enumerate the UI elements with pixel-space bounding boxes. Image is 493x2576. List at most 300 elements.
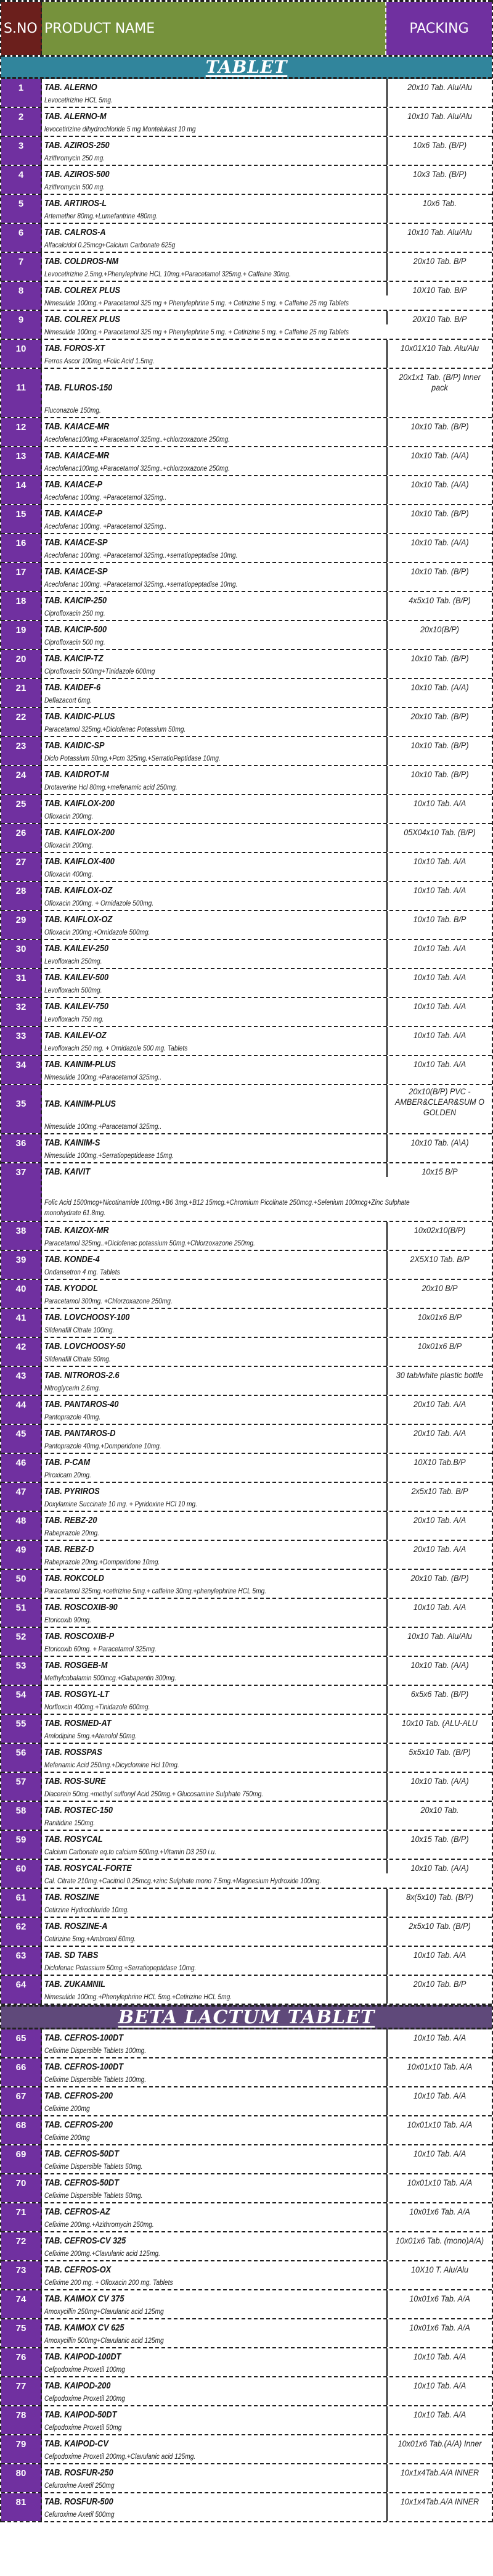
product-composition: Nimesulide 100mg.+ Paracetamol 325 mg + Phenylephrine 5 mg. + Cetirizine 5 mg. + Caffeine 25 mg Tablets bbox=[44, 299, 349, 307]
row-serial-number: 30 bbox=[1, 940, 42, 968]
product-composition: Sildenafill Citrate 100mg. bbox=[44, 1326, 115, 1334]
row-body bbox=[42, 476, 492, 504]
row-serial-number: 8 bbox=[1, 282, 42, 310]
product-packing: 20x1x1 Tab. (B/P) Inner pack bbox=[399, 372, 481, 392]
product-packing: 8x(5x10) Tab. (B/P) bbox=[406, 1892, 473, 1902]
column-divider bbox=[386, 418, 388, 446]
column-divider bbox=[386, 1686, 388, 1714]
product-composition: Pantoprazole 40mg. bbox=[44, 1413, 101, 1421]
product-name: TAB. LOVCHOOSY-100 bbox=[44, 1312, 130, 1323]
table-row bbox=[1, 166, 492, 195]
row-serial-number: 40 bbox=[1, 1280, 42, 1308]
section-band-beta-lactum bbox=[1, 2005, 492, 2029]
row-serial-number: 2 bbox=[1, 108, 42, 136]
column-divider bbox=[386, 2232, 388, 2260]
table-row bbox=[1, 1628, 492, 1657]
row-body bbox=[42, 1027, 492, 1055]
product-composition: Cefpodoxime Proxetil 200mg bbox=[44, 2394, 125, 2403]
product-packing: 20x10(B/P) bbox=[420, 624, 460, 634]
product-composition: Nitroglycerin 2.6mg. bbox=[44, 1384, 100, 1392]
product-packing: 10x10 Tab. (B/P) bbox=[410, 653, 469, 663]
product-name: TAB. KAILEV-750 bbox=[44, 1001, 109, 1012]
product-name: TAB. KAIACE-MR bbox=[44, 450, 110, 461]
product-name: TAB. ROSZINE bbox=[44, 1892, 100, 1902]
row-serial-number: 15 bbox=[1, 505, 42, 533]
table-row bbox=[1, 853, 492, 882]
product-composition: Cetirizine 5mg.+Ambroxol 60mg. bbox=[44, 1934, 136, 1943]
product-packing: 10x10 Tab. (A/A) bbox=[410, 479, 469, 489]
column-divider bbox=[386, 137, 388, 165]
row-serial-number: 38 bbox=[1, 1222, 42, 1250]
row-serial-number: 61 bbox=[1, 1889, 42, 1917]
product-name: TAB. KAIACE-SP bbox=[44, 566, 108, 577]
table-row bbox=[1, 2377, 492, 2406]
product-composition: Nimesulide 100mg.+Phenylephrine HCL 5mg.+Cetirizine HCL 5mg. bbox=[44, 1992, 232, 2001]
table-row bbox=[1, 1715, 492, 1744]
row-body bbox=[42, 1541, 492, 1569]
column-divider bbox=[386, 737, 388, 765]
row-body bbox=[42, 137, 492, 165]
row-body bbox=[42, 1628, 492, 1656]
row-body bbox=[42, 1976, 492, 2004]
row-body bbox=[42, 1773, 492, 1801]
column-divider bbox=[386, 1860, 388, 1873]
product-name: TAB. COLDROS-NM bbox=[44, 256, 119, 266]
product-packing: 10x10 Tab. (ALU-ALU bbox=[402, 1718, 478, 1728]
row-body bbox=[42, 853, 492, 881]
product-name: TAB. CEFROS-CV 325 bbox=[44, 2235, 126, 2246]
row-body bbox=[42, 2435, 492, 2463]
product-name: TAB. KAIMOX CV 375 bbox=[44, 2293, 124, 2304]
product-composition: Cefuroxime Axetil 500mg bbox=[44, 2510, 115, 2519]
row-serial-number: 13 bbox=[1, 447, 42, 475]
product-composition: Paracetamol 325mg.+cetirizine 5mg.+ caffeine 30mg.+phenylephrine HCL 5mg. bbox=[44, 1587, 267, 1595]
product-composition: Cefixime Dispersible Tablets 100mg. bbox=[44, 2075, 147, 2084]
row-serial-number: 37 bbox=[1, 1163, 42, 1221]
row-serial-number: 20 bbox=[1, 650, 42, 678]
product-composition: Cefixime Dispersible Tablets 50mg. bbox=[44, 2191, 143, 2200]
product-name: TAB. ROSMED-AT bbox=[44, 1718, 112, 1728]
column-divider bbox=[386, 2493, 388, 2521]
product-composition: Aceclofenac 100mg. +Paracetamol 325mg.. bbox=[44, 522, 167, 530]
product-composition: Ciprofloxacin 500 mg. bbox=[44, 638, 105, 646]
product-name: TAB. KAIPOD-CV bbox=[44, 2438, 108, 2449]
product-composition: Amoxycillin 250mg+Clavulanic acid 125mg bbox=[44, 2307, 164, 2316]
product-packing: 10x10 Tab. (A/A) bbox=[410, 1660, 469, 1670]
table-row bbox=[1, 1056, 492, 1085]
product-name: TAB. P-CAM bbox=[44, 1457, 91, 1468]
row-serial-number: 60 bbox=[1, 1860, 42, 1888]
product-composition: Cetirzine Hydrochloride 10mg. bbox=[44, 1905, 129, 1914]
column-divider bbox=[386, 969, 388, 997]
row-body bbox=[42, 1831, 492, 1859]
product-composition: Mefenamic Acid 250mg.+Dicyclomine Hcl 10mg. bbox=[44, 1761, 179, 1769]
row-body bbox=[42, 824, 492, 852]
product-packing: 30 tab/white plastic bottle bbox=[396, 1370, 484, 1380]
product-name: TAB. KAINIM-PLUS bbox=[44, 1059, 116, 1070]
product-composition: Ofloxacin 200mg. + Ornidazole 500mg. bbox=[44, 899, 154, 907]
product-name: TAB. COLREX PLUS bbox=[44, 314, 121, 324]
table-row bbox=[1, 1309, 492, 1338]
table-row bbox=[1, 2087, 492, 2116]
column-divider bbox=[386, 1056, 388, 1084]
product-name: TAB. KONDE-4 bbox=[44, 1254, 100, 1265]
product-composition: Aceclofenac100mg.+Paracetamol 325mg..+chlorzoxazone 250mg. bbox=[44, 435, 230, 444]
product-composition: Levocetirizine HCL 5mg. bbox=[44, 96, 113, 104]
row-serial-number: 79 bbox=[1, 2435, 42, 2463]
product-name: TAB. ROSFUR-250 bbox=[44, 2467, 113, 2478]
table-row bbox=[1, 369, 492, 418]
column-divider bbox=[386, 853, 388, 881]
product-packing: 10x6 Tab. bbox=[423, 198, 457, 208]
product-composition: Cefixime Dispersible Tablets 50mg. bbox=[44, 2162, 143, 2171]
row-serial-number: 28 bbox=[1, 882, 42, 910]
product-packing: 5x5x10 Tab. (B/P) bbox=[409, 1747, 471, 1757]
column-divider bbox=[386, 1134, 388, 1162]
column-divider bbox=[386, 2058, 388, 2086]
product-composition: Cefpodoxime Proxetil 50mg bbox=[44, 2423, 122, 2432]
row-body bbox=[42, 2290, 492, 2318]
product-packing: 10x15 Tab. (B/P) bbox=[410, 1834, 469, 1844]
table-row bbox=[1, 2232, 492, 2261]
row-body bbox=[42, 505, 492, 533]
row-serial-number: 45 bbox=[1, 1425, 42, 1453]
product-composition: Ofloxacin 200mg. bbox=[44, 812, 94, 820]
product-name: TAB. KAIPOD-100DT bbox=[44, 2351, 121, 2362]
table-row bbox=[1, 1918, 492, 1947]
product-composition: Artemether 80mg.+Lumefantrine 480mg. bbox=[44, 212, 158, 220]
row-body bbox=[42, 340, 492, 368]
product-packing: 20x10 Tab. A/A bbox=[413, 1428, 467, 1438]
header-product-name: PRODUCT NAME bbox=[42, 2, 386, 55]
table-row bbox=[1, 195, 492, 224]
product-name: TAB. KAIDROT-M bbox=[44, 769, 109, 780]
row-body bbox=[42, 2406, 492, 2434]
header-sno: S.NO bbox=[1, 2, 42, 55]
product-packing: 05X04x10 Tab. (B/P) bbox=[404, 827, 476, 837]
product-name: TAB. REBZ-20 bbox=[44, 1515, 97, 1525]
product-packing: 6x5x6 Tab. (B/P) bbox=[410, 1689, 469, 1699]
table-row bbox=[1, 708, 492, 737]
row-body bbox=[42, 2203, 492, 2231]
row-body bbox=[42, 79, 492, 107]
row-body bbox=[42, 108, 492, 136]
product-composition: Cefixime 200 mg. + Ofloxacin 200 mg. Tablets bbox=[44, 2278, 173, 2287]
row-body bbox=[42, 1085, 492, 1133]
row-serial-number: 50 bbox=[1, 1570, 42, 1598]
row-body bbox=[42, 2232, 492, 2260]
column-divider bbox=[386, 2203, 388, 2231]
product-name: TAB. ROSSPAS bbox=[44, 1747, 102, 1757]
product-composition: Calcium Carbonate eq.to calcium 500mg.+Vitamin D3 250 i.u. bbox=[44, 1847, 217, 1856]
product-composition: Nimesulide 100mg.+Paracetamol 325mg.. bbox=[44, 1073, 162, 1081]
product-name: TAB. NITROROS-2.6 bbox=[44, 1370, 120, 1381]
product-composition: Cefpodoxime Proxetil 100mg bbox=[44, 2365, 125, 2374]
table-row bbox=[1, 1280, 492, 1309]
table-row bbox=[1, 2290, 492, 2319]
table-row bbox=[1, 447, 492, 476]
table-row bbox=[1, 882, 492, 911]
product-composition: levocetirizine dihydrochloride 5 mg Montelukast 10 mg bbox=[44, 125, 196, 133]
product-packing: 10x01x6 Tab.(A/A) Inner bbox=[397, 2438, 482, 2448]
product-composition: Ofloxacin 400mg. bbox=[44, 870, 94, 878]
product-packing: 4x5x10 Tab. (B/P) bbox=[409, 595, 471, 605]
product-name: TAB. KAIACE-MR bbox=[44, 421, 110, 432]
product-name: TAB. KAIDIC-PLUS bbox=[44, 711, 115, 722]
product-composition: Levofloxacin 750 mg. bbox=[44, 1015, 104, 1023]
row-serial-number: 16 bbox=[1, 534, 42, 562]
product-composition: Cefpodoxime Proxetil 200mg.+Clavulanic acid 125mg. bbox=[44, 2452, 196, 2461]
product-composition: Norfloxcin 400mg.+Tinidazole 600mg. bbox=[44, 1703, 150, 1711]
product-packing: 10x10 Tab. Alu/Alu bbox=[407, 1631, 472, 1641]
product-name: TAB. CEFROS-50DT bbox=[44, 2178, 119, 2188]
product-packing: 10x10 Tab. (A/A) bbox=[410, 450, 469, 460]
product-packing: 10x10 Tab. A/A bbox=[413, 972, 467, 982]
product-packing: 10x01x6 Tab. A/A bbox=[409, 2207, 470, 2216]
table-row bbox=[1, 2435, 492, 2464]
row-body bbox=[42, 2493, 492, 2521]
row-body bbox=[42, 1657, 492, 1685]
product-composition: Levofloxacin 250mg. bbox=[44, 957, 102, 965]
product-name: TAB. ROS-SURE bbox=[44, 1776, 106, 1786]
row-body bbox=[42, 2319, 492, 2347]
column-divider bbox=[386, 563, 388, 591]
table-row bbox=[1, 795, 492, 824]
row-serial-number: 32 bbox=[1, 998, 42, 1026]
row-body bbox=[42, 1309, 492, 1337]
table-row bbox=[1, 340, 492, 369]
row-serial-number: 43 bbox=[1, 1367, 42, 1395]
table-row bbox=[1, 969, 492, 998]
table-row bbox=[1, 2203, 492, 2232]
product-packing: 10x3 Tab. (B/P) bbox=[412, 169, 467, 179]
product-name: TAB. ROSYCAL bbox=[44, 1834, 103, 1844]
row-body bbox=[42, 418, 492, 446]
table-row bbox=[1, 1367, 492, 1396]
row-serial-number: 39 bbox=[1, 1251, 42, 1279]
column-divider bbox=[386, 447, 388, 475]
product-name: TAB. KAIDEF-6 bbox=[44, 682, 101, 693]
product-packing: 10x10 Tab. A/A bbox=[413, 943, 467, 953]
column-divider bbox=[386, 1889, 388, 1917]
product-name: TAB. KAIMOX CV 625 bbox=[44, 2322, 124, 2333]
row-serial-number: 42 bbox=[1, 1338, 42, 1366]
row-serial-number: 81 bbox=[1, 2493, 42, 2521]
row-body bbox=[42, 998, 492, 1026]
row-serial-number: 46 bbox=[1, 1454, 42, 1482]
row-body bbox=[42, 282, 492, 310]
product-name: TAB. KAIACE-P bbox=[44, 508, 102, 519]
row-serial-number: 19 bbox=[1, 621, 42, 649]
product-name: TAB. CEFROS-200 bbox=[44, 2091, 113, 2101]
product-packing: 20X10 Tab. B/P bbox=[412, 314, 467, 324]
row-body bbox=[42, 1056, 492, 1084]
product-name: TAB. ALERNO bbox=[44, 82, 97, 93]
product-packing: 20x10 Tab. bbox=[420, 1805, 459, 1815]
table-row bbox=[1, 108, 492, 137]
column-divider bbox=[386, 2290, 388, 2318]
product-composition: Azithromycin 500 mg. bbox=[44, 183, 105, 191]
product-composition: Diclofenac Potassium 50mg.+Serratiopeptidase 10mg. bbox=[44, 1963, 197, 1972]
row-body bbox=[42, 195, 492, 223]
column-divider bbox=[386, 224, 388, 252]
row-serial-number: 56 bbox=[1, 1744, 42, 1772]
product-packing: 2X5X10 Tab. B/P bbox=[410, 1254, 470, 1264]
product-composition: Ofloxacin 200mg.+Ornidazole 500mg. bbox=[44, 928, 150, 936]
table-row bbox=[1, 1976, 492, 2005]
product-packing: 10x10 Tab. (A/A) bbox=[410, 1776, 469, 1786]
row-serial-number: 69 bbox=[1, 2145, 42, 2173]
table-row bbox=[1, 940, 492, 969]
product-packing: 10x01X10 Tab. Alu/Alu bbox=[400, 343, 479, 353]
column-divider bbox=[386, 1947, 388, 1975]
product-composition: Paracetamol 300mg. +Chlorzoxazone 250mg. bbox=[44, 1297, 173, 1305]
product-packing: 10x02x10(B/P) bbox=[414, 1225, 466, 1235]
product-name: TAB. ROKCOLD bbox=[44, 1573, 104, 1583]
product-name: TAB. KAILEV-500 bbox=[44, 972, 109, 983]
column-divider bbox=[386, 1222, 388, 1250]
table-row bbox=[1, 1251, 492, 1280]
product-name: TAB. CEFROS-50DT bbox=[44, 2149, 119, 2159]
column-divider bbox=[386, 79, 388, 107]
product-composition: Cefixime 200mg.+Clavulanic acid 125mg. bbox=[44, 2249, 160, 2258]
row-serial-number: 48 bbox=[1, 1512, 42, 1540]
product-composition: Aceclofenac 100mg. +Paracetamol 325mg.. bbox=[44, 493, 167, 502]
table-row bbox=[1, 621, 492, 650]
product-composition: Fluconazole 150mg. bbox=[44, 406, 101, 415]
product-name: TAB. ROSTEC-150 bbox=[44, 1805, 113, 1815]
column-divider bbox=[386, 2174, 388, 2202]
row-serial-number: 66 bbox=[1, 2058, 42, 2086]
product-composition: Nimesulide 100mg.+ Paracetamol 325 mg + Phenylephrine 5 mg. + Cetirizine 5 mg. + Caffeine 25 mg Tablets bbox=[44, 328, 349, 336]
product-name: TAB. KAIFLOX-OZ bbox=[44, 914, 113, 925]
column-divider bbox=[386, 1483, 388, 1511]
row-body bbox=[42, 708, 492, 736]
row-body bbox=[42, 1280, 492, 1308]
column-divider bbox=[386, 166, 388, 194]
row-serial-number: 5 bbox=[1, 195, 42, 223]
row-body bbox=[42, 447, 492, 475]
product-packing: 10x01x10 Tab. A/A bbox=[407, 2178, 473, 2187]
row-serial-number: 9 bbox=[1, 311, 42, 339]
column-divider bbox=[386, 108, 388, 136]
product-name: TAB. CEFROS-100DT bbox=[44, 2033, 123, 2043]
product-packing: 2x5x10 Tab. B/P bbox=[411, 1486, 468, 1496]
product-composition: Folic Acid 1500mcg+Nicotinamide 100mg.+B6 3mg.+B12 15mcg.+Chromium Picolinate 250mcg.+Selenium 100mcg+Zinc Sulphate monohydrate 61.8mg. bbox=[44, 1198, 410, 1217]
product-name: TAB. REBZ-D bbox=[44, 1544, 94, 1554]
table-row bbox=[1, 2174, 492, 2203]
column-divider bbox=[386, 1454, 388, 1482]
row-serial-number: 54 bbox=[1, 1686, 42, 1714]
table-row bbox=[1, 998, 492, 1027]
product-packing: 20x10 B/P bbox=[422, 1283, 458, 1293]
table-row bbox=[1, 1570, 492, 1599]
column-divider bbox=[386, 476, 388, 504]
table-row bbox=[1, 2493, 492, 2522]
row-serial-number: 12 bbox=[1, 418, 42, 446]
row-serial-number: 33 bbox=[1, 1027, 42, 1055]
product-name: TAB. ALERNO-M bbox=[44, 111, 107, 122]
table-row bbox=[1, 1831, 492, 1860]
product-packing: 10x10 Tab. A/A bbox=[413, 885, 467, 895]
product-composition: Paracetamol 325mg.+Diclofenac Potassium 50mg. bbox=[44, 725, 186, 733]
product-composition: Diacerein 50mg.+methyl sulfonyl Acid 250mg.+ Glucosamine Sulphate 750mg. bbox=[44, 1790, 264, 1798]
product-name: TAB. CALROS-A bbox=[44, 227, 106, 237]
product-packing: 10x10 Tab. A/A bbox=[413, 798, 467, 808]
product-composition: Ciprofloxacin 250 mg. bbox=[44, 609, 105, 617]
table-row bbox=[1, 1134, 492, 1163]
product-composition: Drotaverine Hcl 80mg.+mefenamic acid 250mg. bbox=[44, 783, 177, 791]
row-serial-number: 1 bbox=[1, 79, 42, 107]
row-serial-number: 31 bbox=[1, 969, 42, 997]
row-body bbox=[42, 1454, 492, 1482]
product-name: TAB. ARTIROS-L bbox=[44, 198, 107, 208]
beta-lactum-rows bbox=[1, 2029, 492, 2522]
column-divider bbox=[386, 1251, 388, 1279]
product-packing: 10x01x10 Tab. A/A bbox=[407, 2120, 473, 2129]
row-body bbox=[42, 1367, 492, 1395]
table-row bbox=[1, 1163, 492, 1222]
product-packing: 10x10 Tab. (A\A) bbox=[410, 1137, 469, 1147]
product-name: TAB. KAIFLOX-400 bbox=[44, 856, 115, 867]
product-packing: 10x10 Tab. A/A bbox=[413, 1030, 467, 1040]
product-name: TAB. KAIPOD-200 bbox=[44, 2380, 111, 2391]
product-composition: Levocetirizine 2.5mg.+Phenylephrine HCL 10mg.+Paracetamol 325mg.+ Caffeine 30mg. bbox=[44, 270, 291, 278]
product-composition: Etoricoxib 90mg. bbox=[44, 1616, 91, 1624]
product-composition: Ondansetron 4 mg. Tablets bbox=[44, 1268, 120, 1276]
row-serial-number: 18 bbox=[1, 592, 42, 620]
product-packing: 10x01x10 Tab. A/A bbox=[407, 2062, 473, 2071]
column-divider bbox=[386, 621, 388, 649]
table-row bbox=[1, 2464, 492, 2493]
product-composition: Deflazacort 6mg. bbox=[44, 696, 92, 704]
row-body bbox=[42, 795, 492, 823]
column-divider bbox=[386, 679, 388, 707]
row-body bbox=[42, 2058, 492, 2086]
product-composition: Etoricoxib 60mg. + Paracetamol 325mg. bbox=[44, 1645, 157, 1653]
column-divider bbox=[386, 2435, 388, 2463]
product-name: TAB. ZUKAMNIL bbox=[44, 1979, 105, 1989]
column-divider bbox=[386, 1715, 388, 1743]
column-divider bbox=[386, 369, 388, 417]
row-body bbox=[42, 621, 492, 649]
product-packing: 10x01x6 Tab. A/A bbox=[409, 2322, 470, 2332]
product-name: TAB. KAIFLOX-200 bbox=[44, 798, 115, 809]
row-body bbox=[42, 969, 492, 997]
column-divider bbox=[386, 708, 388, 736]
column-divider bbox=[386, 824, 388, 852]
product-packing: 20x10(B/P) PVC - AMBER&CLEAR&SUM O GOLDEN bbox=[395, 1086, 484, 1117]
column-divider bbox=[386, 1541, 388, 1569]
row-serial-number: 63 bbox=[1, 1947, 42, 1975]
product-composition: Aceclofenac 100mg. +Paracetamol 325mg..+serratiopeptadise 10mg. bbox=[44, 580, 238, 588]
product-packing: 10x10 Tab. (B/P) bbox=[410, 769, 469, 779]
product-composition: Ranitidine 150mg. bbox=[44, 1818, 96, 1827]
table-row bbox=[1, 1512, 492, 1541]
product-packing: 10x10 Tab. A/A bbox=[413, 2351, 467, 2361]
product-name: TAB. KAIFLOX-OZ bbox=[44, 885, 113, 896]
product-name: TAB. KAINIM-S bbox=[44, 1137, 100, 1148]
product-name: TAB. KAILEV-250 bbox=[44, 943, 109, 954]
row-serial-number: 64 bbox=[1, 1976, 42, 2004]
row-serial-number: 73 bbox=[1, 2261, 42, 2289]
row-serial-number: 71 bbox=[1, 2203, 42, 2231]
product-packing: 2x5x10 Tab. (B/P) bbox=[409, 1921, 471, 1931]
product-packing: 10x10 Tab. (B/P) bbox=[410, 421, 469, 431]
row-body bbox=[42, 1134, 492, 1162]
column-divider bbox=[386, 2464, 388, 2492]
row-serial-number: 35 bbox=[1, 1085, 42, 1133]
